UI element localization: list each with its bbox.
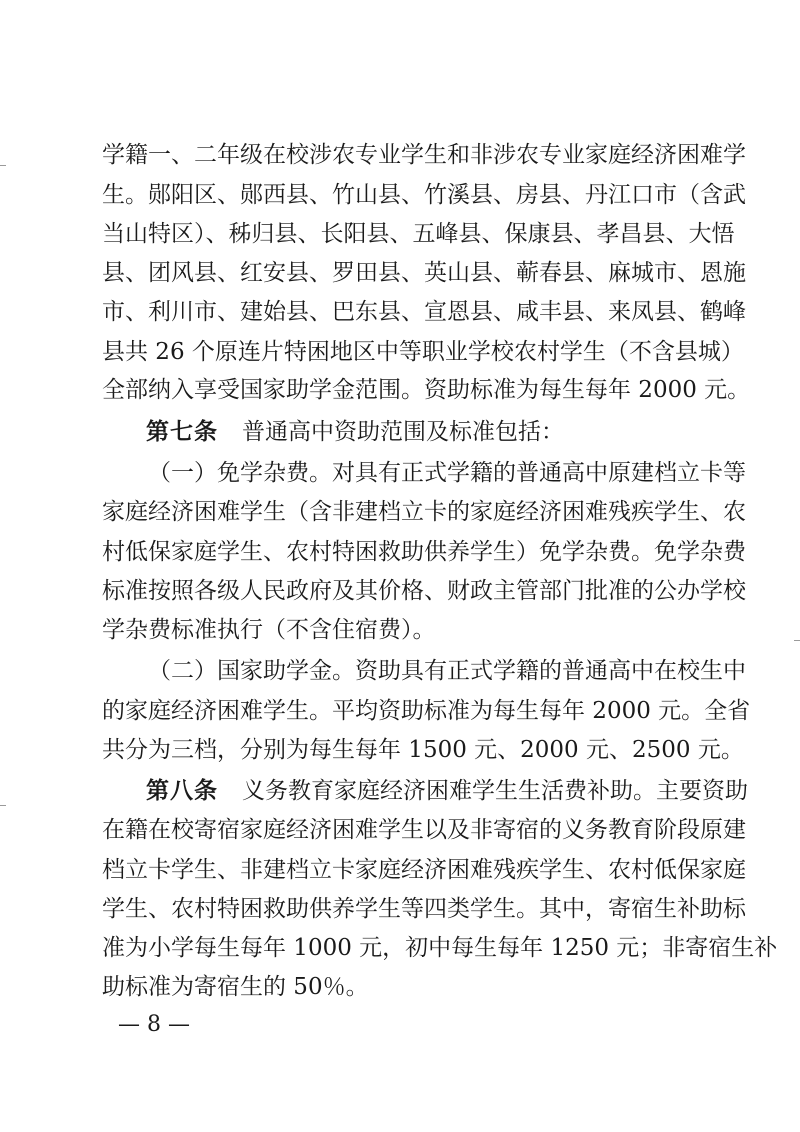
paragraph-line: 家庭经济困难学生（含非建档立卡的家庭经济困难残疾学生、农 xyxy=(102,499,746,525)
paragraph-line: 档立卡学生、非建档立卡家庭经济困难残疾学生、农村低保家庭 xyxy=(102,857,746,883)
paragraph-line: （二）国家助学金。资助具有正式学籍的普通高中在校生中 xyxy=(148,658,746,684)
paragraph-line: 学杂费标准执行（不含住宿费）。 xyxy=(102,617,436,643)
article-7-heading xyxy=(146,417,680,447)
paragraph-line: （一）免学杂费。对具有正式学籍的普通高中原建档立卡等 xyxy=(148,460,746,486)
paragraph-line: 标准按照各级人民政府及其价格、财政主管部门批准的公办学校 xyxy=(102,578,746,604)
paragraph-line: 准为小学每生每年 1000 元，初中每生每年 1250 元；非寄宿生补 xyxy=(102,935,778,961)
paragraph-line: 在籍在校寄宿家庭经济困难学生以及非寄宿的义务教育阶段原建 xyxy=(102,817,746,843)
paragraph-line: 县、团风县、红安县、罗田县、英山县、蕲春县、麻城市、恩施 xyxy=(102,260,746,286)
paragraph-line: 学籍一、二年级在校涉农专业学生和非涉农专业家庭经济困难学 xyxy=(102,142,746,168)
page-number: — 8 — xyxy=(118,1012,190,1037)
paragraph-line: 助标准为寄宿生的 50％。 xyxy=(102,974,369,1000)
paragraph-line: 共分为三档，分别为每生每年 1500 元、2000 元、2500 元。 xyxy=(102,737,744,763)
paragraph-line: 的家庭经济困难学生。平均资助标准为每生每年 2000 元。全省 xyxy=(102,698,751,724)
article-8-label: 第八条 xyxy=(146,778,218,804)
paragraph-line: 学生、农村特困救助供养学生等四类学生。其中，寄宿生补助标 xyxy=(102,896,746,922)
article-7-label: 第七条 xyxy=(146,419,218,445)
paragraph-line: 市、利川市、建始县、巴东县、宣恩县、咸丰县、来凤县、鹤峰 xyxy=(102,299,746,325)
article-7-text: 普通高中资助范围及标准包括： xyxy=(242,419,564,445)
article-8-text: 义务教育家庭经济困难学生生活费补助。主要资助 xyxy=(242,778,748,804)
paragraph-line: 当山特区）、秭归县、长阳县、五峰县、保康县、孝昌县、大悟 xyxy=(102,221,735,247)
paragraph-line: 村低保家庭学生、农村特困救助供养学生）免学杂费。免学杂费 xyxy=(102,539,746,565)
article-8-heading xyxy=(146,776,748,806)
paragraph-line: 全部纳入享受国家助学金范围。资助标准为每生每年 2000 元。 xyxy=(102,377,751,403)
margin-tick xyxy=(794,640,800,641)
paragraph-line: 生。郧阳区、郧西县、竹山县、竹溪县、房县、丹江口市（含武 xyxy=(102,182,746,208)
paragraph-line: 县共 26 个原连片特困地区中等职业学校农村学生（不含县城） xyxy=(102,339,744,365)
margin-tick xyxy=(0,805,6,806)
margin-tick xyxy=(0,165,6,166)
